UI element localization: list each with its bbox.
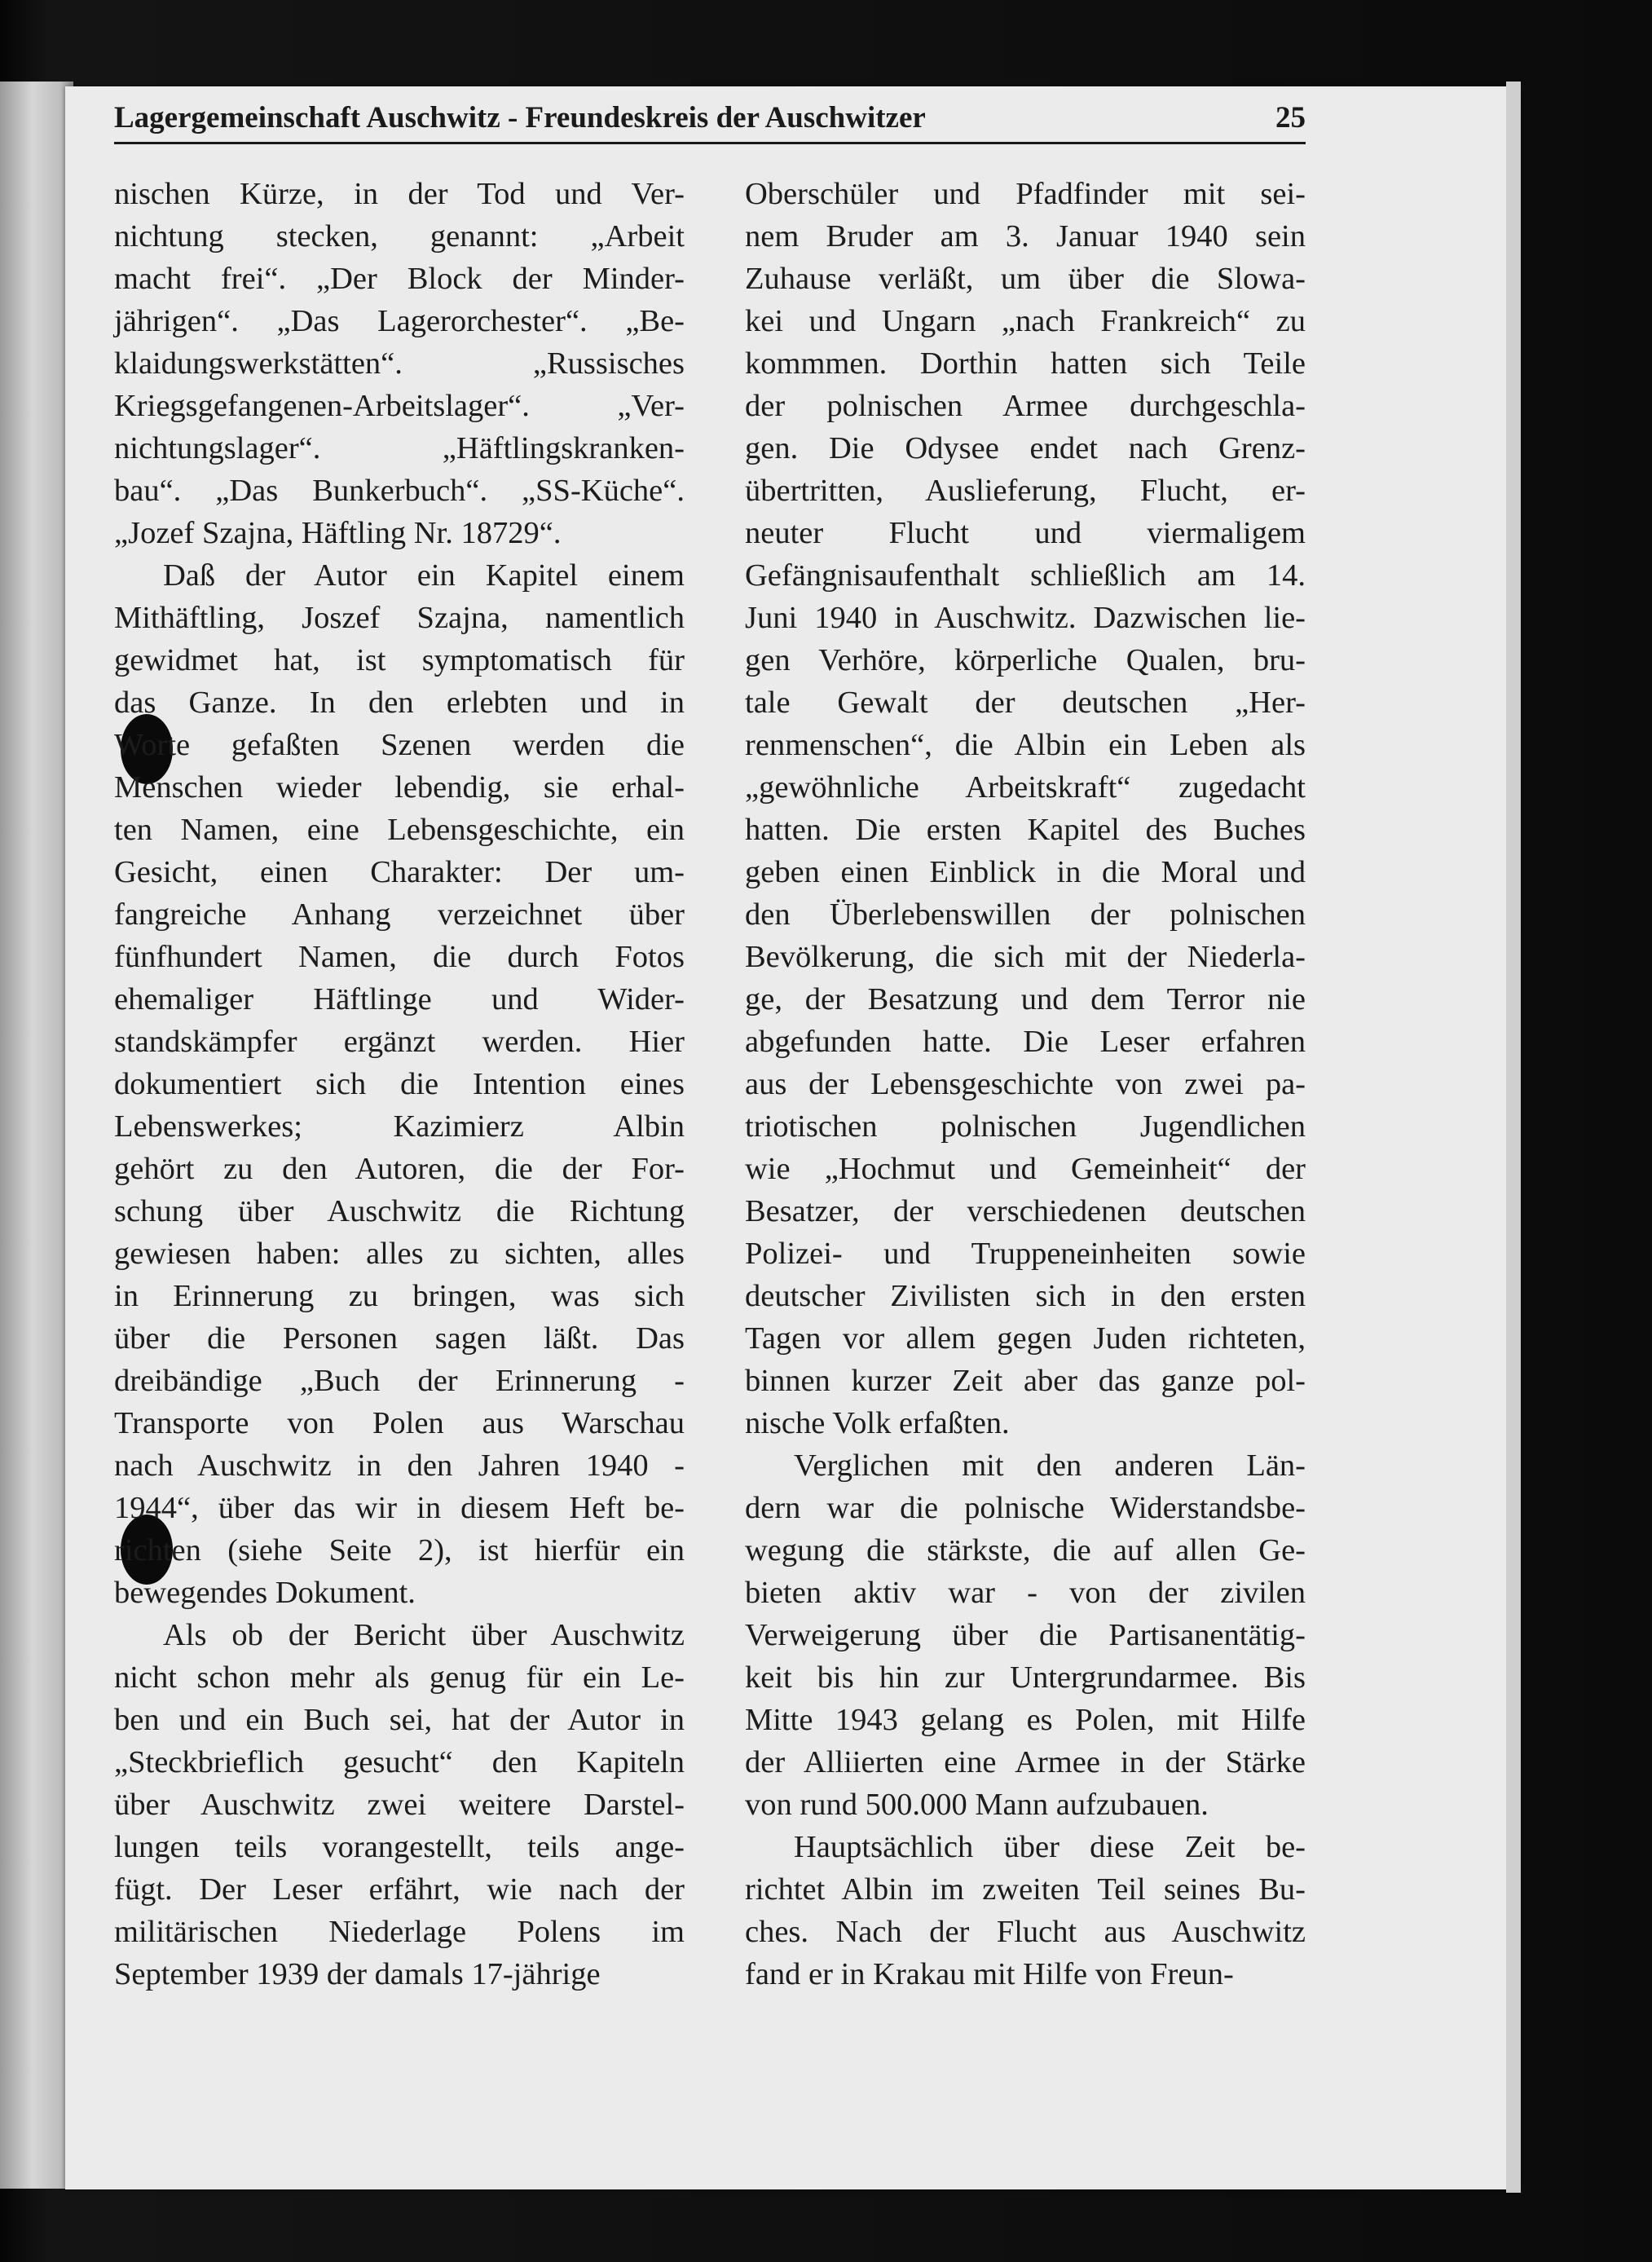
text-line: Mithäftling, Joszef Szajna, namentlich bbox=[114, 601, 685, 635]
text-line: Transporte von Polen aus Warschau bbox=[114, 1406, 685, 1440]
text-line: Besatzer, der verschiedenen deutschen bbox=[745, 1194, 1306, 1228]
text-line: das Ganze. In den erlebten und in bbox=[114, 686, 685, 720]
text-line: fand er in Krakau mit Hilfe von Freun- bbox=[745, 1957, 1234, 1991]
text-line: Oberschüler und Pfadfinder mit sei- bbox=[745, 177, 1306, 211]
text-line: den Überlebenswillen der polnischen bbox=[745, 897, 1306, 932]
text-line: Bevölkerung, die sich mit der Niederla- bbox=[745, 940, 1306, 974]
text-line: fünfhundert Namen, die durch Fotos bbox=[114, 940, 685, 974]
text-line: über Auschwitz zwei weitere Darstel- bbox=[114, 1788, 685, 1822]
text-line: aus der Lebensgeschichte von zwei pa- bbox=[745, 1067, 1306, 1101]
text-line: über die Personen sagen läßt. Das bbox=[114, 1321, 685, 1356]
page-number: 25 bbox=[1275, 101, 1306, 134]
text-line: kommmen. Dorthin hatten sich Teile bbox=[745, 346, 1306, 381]
text-line: Tagen vor allem gegen Juden richteten, bbox=[745, 1321, 1306, 1356]
text-line: dokumentiert sich die Intention eines bbox=[114, 1067, 685, 1101]
text-line: gewidmet hat, ist symptomatisch für bbox=[114, 643, 685, 677]
text-line: September 1939 der damals 17-jährige bbox=[114, 1957, 601, 1991]
text-line: abgefunden hatte. Die Leser erfahren bbox=[745, 1025, 1306, 1059]
text-line: militärischen Niederlage Polens im bbox=[114, 1915, 685, 1949]
text-line: nicht schon mehr als genug für ein Le- bbox=[114, 1660, 685, 1695]
text-line: Verglichen mit den anderen Län- bbox=[794, 1448, 1306, 1483]
text-line: renmenschen“, die Albin ein Leben als bbox=[745, 728, 1306, 762]
text-line: Lebenswerkes; Kazimierz Albin bbox=[114, 1109, 685, 1144]
text-line: bau“. „Das Bunkerbuch“. „SS-Küche“. bbox=[114, 474, 685, 508]
text-line: Zuhause verläßt, um über die Slowa- bbox=[745, 262, 1306, 296]
text-line: ben und ein Buch sei, hat der Autor in bbox=[114, 1703, 685, 1737]
text-line: der Alliierten eine Armee in der Stärke bbox=[745, 1745, 1306, 1779]
right-text-column bbox=[745, 173, 1306, 1995]
text-line: bieten aktiv war - von der zivilen bbox=[745, 1576, 1306, 1610]
text-line: jährigen“. „Das Lagerorchester“. „Be- bbox=[114, 304, 685, 338]
text-line: klaidungswerkstätten“. „Russisches bbox=[114, 346, 685, 381]
text-line: Gefängnisaufenthalt schließlich am 14. bbox=[745, 558, 1306, 593]
text-line: neuter Flucht und viermaligem bbox=[745, 516, 1306, 550]
text-line: keit bis hin zur Untergrundarmee. Bis bbox=[745, 1660, 1306, 1695]
text-line: „gewöhnliche Arbeitskraft“ zugedacht bbox=[745, 770, 1306, 805]
text-line: nichtung stecken, genannt: „Arbeit bbox=[114, 219, 685, 254]
text-line: geben einen Einblick in die Moral und bbox=[745, 855, 1306, 889]
text-line: fügt. Der Leser erfährt, wie nach der bbox=[114, 1872, 685, 1907]
text-line: ehemaliger Häftlinge und Wider- bbox=[114, 982, 685, 1016]
text-line: nischen Kürze, in der Tod und Ver- bbox=[114, 177, 685, 211]
text-line: Worte gefaßten Szenen werden die bbox=[114, 728, 685, 762]
text-line: nichtungslager“. „Häftlingskranken- bbox=[114, 431, 685, 465]
left-text-column bbox=[114, 173, 685, 1995]
text-line: „Steckbrieflich gesucht“ den Kapiteln bbox=[114, 1745, 685, 1779]
text-line: bewegendes Dokument. bbox=[114, 1576, 416, 1610]
text-line: dern war die polnische Widerstandsbe- bbox=[745, 1491, 1306, 1525]
text-line: Gesicht, einen Charakter: Der um- bbox=[114, 855, 685, 889]
text-line: tale Gewalt der deutschen „Her- bbox=[745, 686, 1306, 720]
text-line: Daß der Autor ein Kapitel einem bbox=[163, 558, 685, 593]
previous-page-edge bbox=[0, 82, 73, 2189]
text-line: wie „Hochmut und Gemeinheit“ der bbox=[745, 1152, 1306, 1186]
text-line: in Erinnerung zu bringen, was sich bbox=[114, 1279, 685, 1313]
text-line: hatten. Die ersten Kapitel des Buches bbox=[745, 813, 1306, 847]
text-line: lungen teils vorangestellt, teils ange- bbox=[114, 1830, 685, 1864]
text-line: Kriegsgefangenen-Arbeitslager“. „Ver- bbox=[114, 389, 685, 423]
text-line: Polizei- und Truppeneinheiten sowie bbox=[745, 1237, 1306, 1271]
header-title: Lagergemeinschaft Auschwitz - Freundeskreis der Auschwitzer bbox=[114, 101, 926, 134]
text-line: triotischen polnischen Jugendlichen bbox=[745, 1109, 1306, 1144]
text-line: macht frei“. „Der Block der Minder- bbox=[114, 262, 685, 296]
text-line: nem Bruder am 3. Januar 1940 sein bbox=[745, 219, 1306, 254]
text-line: gewiesen haben: alles zu sichten, alles bbox=[114, 1237, 685, 1271]
text-line: Mitte 1943 gelang es Polen, mit Hilfe bbox=[745, 1703, 1306, 1737]
text-line: gehört zu den Autoren, die der For- bbox=[114, 1152, 685, 1186]
page-edge-right bbox=[1506, 82, 1521, 2193]
text-line: Verweigerung über die Partisanentätig- bbox=[745, 1618, 1306, 1652]
text-line: richten (siehe Seite 2), ist hierfür ein bbox=[114, 1533, 685, 1568]
text-line: dreibändige „Buch der Erinnerung - bbox=[114, 1364, 685, 1398]
text-line: richtet Albin im zweiten Teil seines Bu- bbox=[745, 1872, 1306, 1907]
text-line: nach Auschwitz in den Jahren 1940 - bbox=[114, 1448, 685, 1483]
text-line: kei und Ungarn „nach Frankreich“ zu bbox=[745, 304, 1306, 338]
text-line: ches. Nach der Flucht aus Auschwitz bbox=[745, 1915, 1306, 1949]
text-line: ten Namen, eine Lebensgeschichte, ein bbox=[114, 813, 685, 847]
text-line: Als ob der Bericht über Auschwitz bbox=[163, 1618, 685, 1652]
text-line: wegung die stärkste, die auf allen Ge- bbox=[745, 1533, 1306, 1568]
text-line: übertritten, Auslieferung, Flucht, er- bbox=[745, 474, 1306, 508]
text-line: 1944“, über das wir in diesem Heft be- bbox=[114, 1491, 685, 1525]
text-line: fangreiche Anhang verzeichnet über bbox=[114, 897, 685, 932]
text-line: von rund 500.000 Mann aufzubauen. bbox=[745, 1788, 1209, 1822]
text-line: binnen kurzer Zeit aber das ganze pol- bbox=[745, 1364, 1306, 1398]
text-line: „Jozef Szajna, Häftling Nr. 18729“. bbox=[114, 516, 562, 550]
text-line: schung über Auschwitz die Richtung bbox=[114, 1194, 685, 1228]
text-line: Hauptsächlich über diese Zeit be- bbox=[794, 1830, 1306, 1864]
text-line: ge, der Besatzung und dem Terror nie bbox=[745, 982, 1306, 1016]
text-line: Juni 1940 in Auschwitz. Dazwischen lie- bbox=[745, 601, 1306, 635]
text-line: standskämpfer ergänzt werden. Hier bbox=[114, 1025, 685, 1059]
text-line: der polnischen Armee durchgeschla- bbox=[745, 389, 1306, 423]
text-line: nische Volk erfaßten. bbox=[745, 1406, 1010, 1440]
text-line: gen. Die Odysee endet nach Grenz- bbox=[745, 431, 1306, 465]
text-line: Menschen wieder lebendig, sie erhal- bbox=[114, 770, 685, 805]
text-line: deutscher Zivilisten sich in den ersten bbox=[745, 1279, 1306, 1313]
text-line: gen Verhöre, körperliche Qualen, bru- bbox=[745, 643, 1306, 677]
running-header bbox=[114, 91, 1306, 144]
